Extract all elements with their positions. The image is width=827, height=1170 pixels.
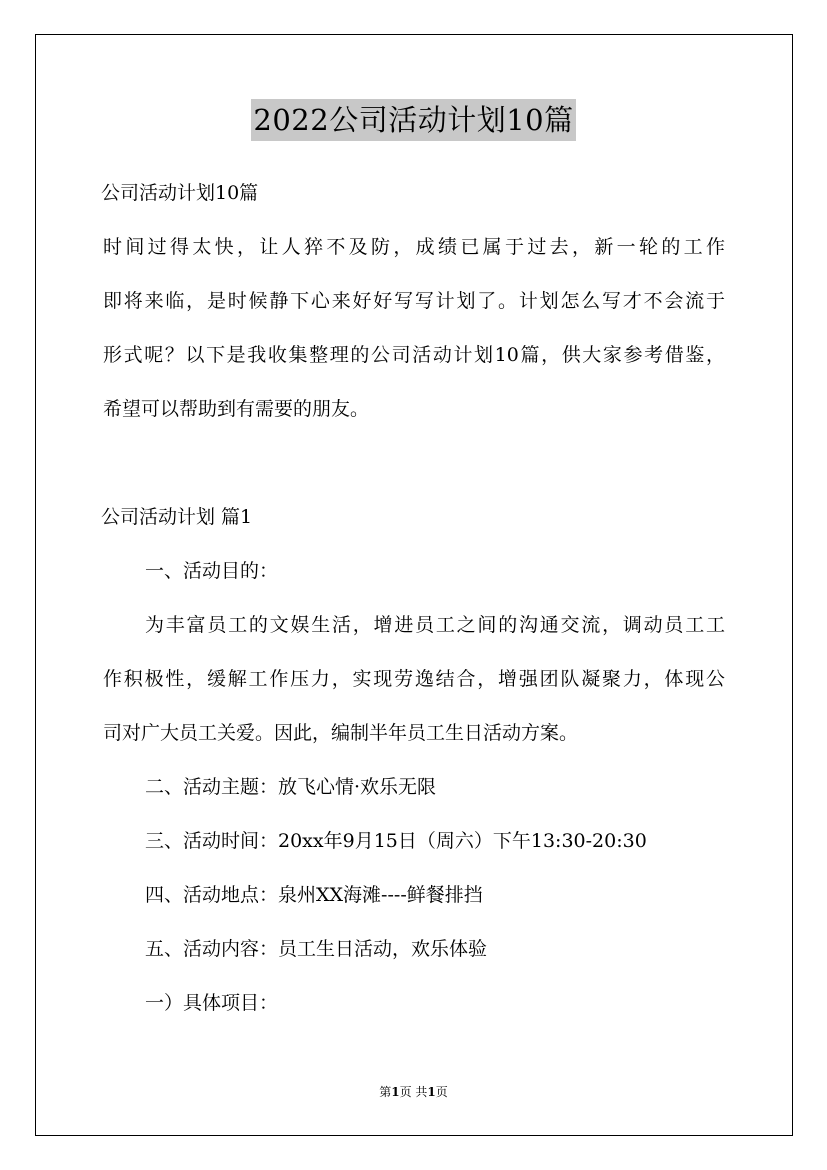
footer-total-pages: 1 <box>427 1085 436 1099</box>
intro-line-3: 形式呢？以下是我收集整理的公司活动计划10篇，供大家参考借鉴， <box>103 344 725 366</box>
section-heading: 公司活动计划 篇1 <box>101 506 253 528</box>
document-title: 2022公司活动计划10篇 <box>251 99 575 141</box>
activity-content: 五、活动内容：员工生日活动，欢乐体验 <box>145 938 488 960</box>
intro-line-2: 即将来临，是时候静下心来好好写写计划了。计划怎么写才不会流于 <box>103 290 725 312</box>
title-container <box>0 99 827 141</box>
items-heading: 一）具体项目： <box>145 992 279 1014</box>
footer-page-suffix: 页 <box>435 1085 448 1099</box>
footer-page-prefix: 第 <box>379 1085 392 1099</box>
activity-time: 三、活动时间：20xx年9月15日（周六）下午13:30-20:30 <box>145 830 647 852</box>
purpose-line-2: 作积极性，缓解工作压力，实现劳逸结合，增强团队凝聚力，体现公 <box>103 668 725 690</box>
purpose-heading: 一、活动目的： <box>145 560 279 582</box>
intro-line-1: 时间过得太快，让人猝不及防，成绩已属于过去，新一轮的工作 <box>103 236 725 258</box>
activity-theme: 二、活动主题：放飞心情·欢乐无限 <box>145 776 437 798</box>
purpose-line-1: 为丰富员工的文娱生活，增进员工之间的沟通交流，调动员工工 <box>145 614 725 636</box>
footer-page-mid: 页 共 <box>399 1085 428 1099</box>
activity-location: 四、活动地点：泉州XX海滩----鲜餐排挡 <box>145 884 483 906</box>
footer-page-number: 1 <box>391 1085 400 1099</box>
page-footer <box>0 1084 827 1100</box>
intro-line-4: 希望可以帮助到有需要的朋友。 <box>103 398 370 420</box>
document-subtitle: 公司活动计划10篇 <box>101 182 259 204</box>
purpose-line-3: 司对广大员工关爱。因此，编制半年员工生日活动方案。 <box>103 722 579 744</box>
